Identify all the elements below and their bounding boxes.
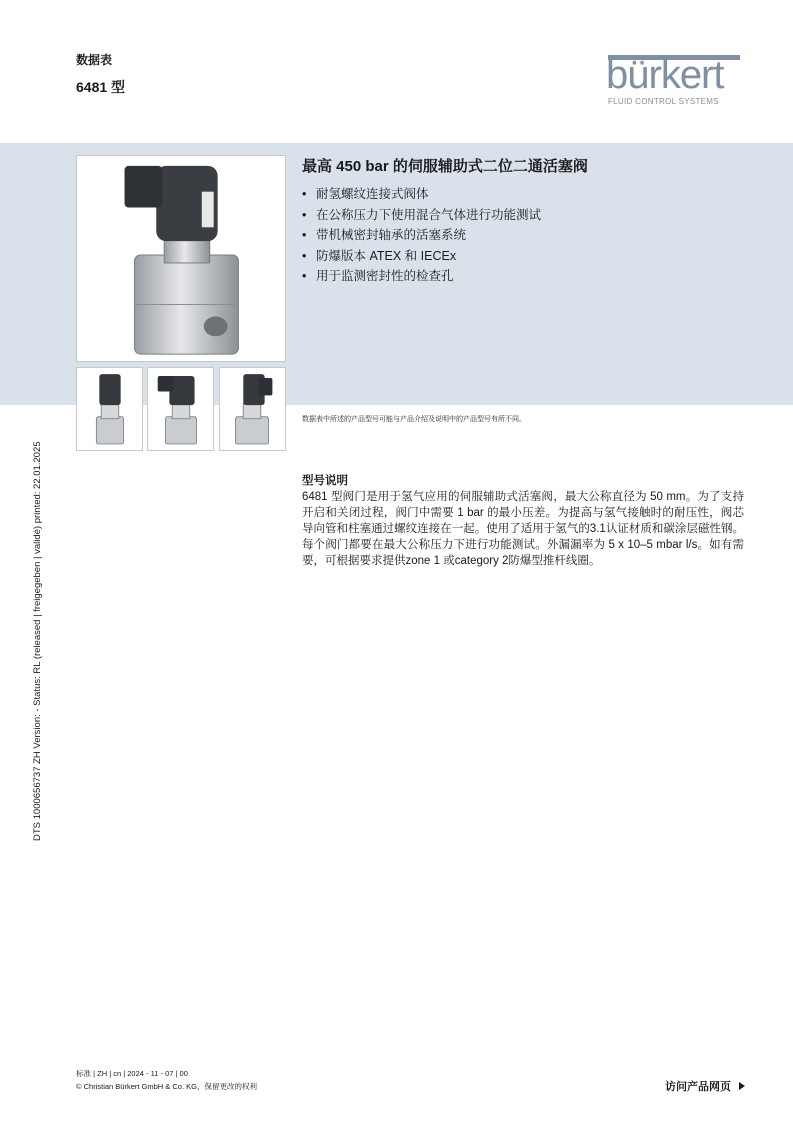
valve-thumbnail-icon [77,368,142,450]
visit-label: 访问产品网页 [665,1081,731,1093]
valve-image-icon [77,156,285,361]
feature-item: • 在公称压力下使用混合气体进行功能测试 [302,205,541,226]
feature-list [302,184,541,287]
footer-copyright: © Christian Bürkert GmbH & Co. KG，保留更改的权利 [76,1082,257,1091]
main-product-image [76,155,286,362]
thumbnail-3[interactable] [219,367,286,451]
description-heading: 型号说明 [302,475,348,487]
document-status-sidebar: DTS 1000656737 ZH Version: - Status: RL (released | freigegeben | validé) printed: 22.01.2025 [32,441,43,841]
thumbnail-2[interactable] [147,367,214,451]
description-body: 6481 型阀门是用于氢气应用的伺服辅助式活塞阀，最大公称直径为 50 mm。为了支持开启和关闭过程，阀门中需要 1 bar 的最小压差。为提高与氢气接触时的耐压性，阀芯导向管和柱塞通过螺纹连接在一起。使用了适用于氢气的3.1认证材质和碳涂层磁性钢。每个阀门都要在最大公称压力下进行功能测试。外漏漏率为 5 x 10–5 mbar l/s。如有需要，可根据要求提供zone 1 或category 2防爆型推杆线圈。 [302,491,744,567]
product-type-label: 6481 型 [76,79,126,95]
model-disclaimer: 数据表中所述的产品型号可能与产品介绍及说明中的产品型号有所不同。 [302,416,526,423]
doc-type-label: 数据表 [76,53,113,67]
feature-item: • 防爆版本 ATEX 和 IECEx [302,246,541,267]
product-title: 最高 450 bar 的伺服辅助式二位二通活塞阀 [302,158,588,175]
feature-item: • 耐氢螺纹连接式阀体 [302,184,541,205]
logo-tagline: FLUID CONTROL SYSTEMS [608,97,719,106]
visit-product-page-link[interactable] [665,1078,745,1094]
arrow-right-icon [739,1082,745,1090]
burkert-logo [606,55,742,107]
valve-thumbnail-icon [220,368,285,450]
feature-item: • 带机械密封轴承的活塞系统 [302,225,541,246]
footer-standard: 标准 | ZH | cn | 2024 - 11 - 07 | 00 [76,1069,188,1078]
valve-thumbnail-icon [148,368,213,450]
feature-item: • 用于监测密封性的检查孔 [302,266,541,287]
logo-word: bürkert [606,53,724,97]
thumbnail-1[interactable] [76,367,143,451]
